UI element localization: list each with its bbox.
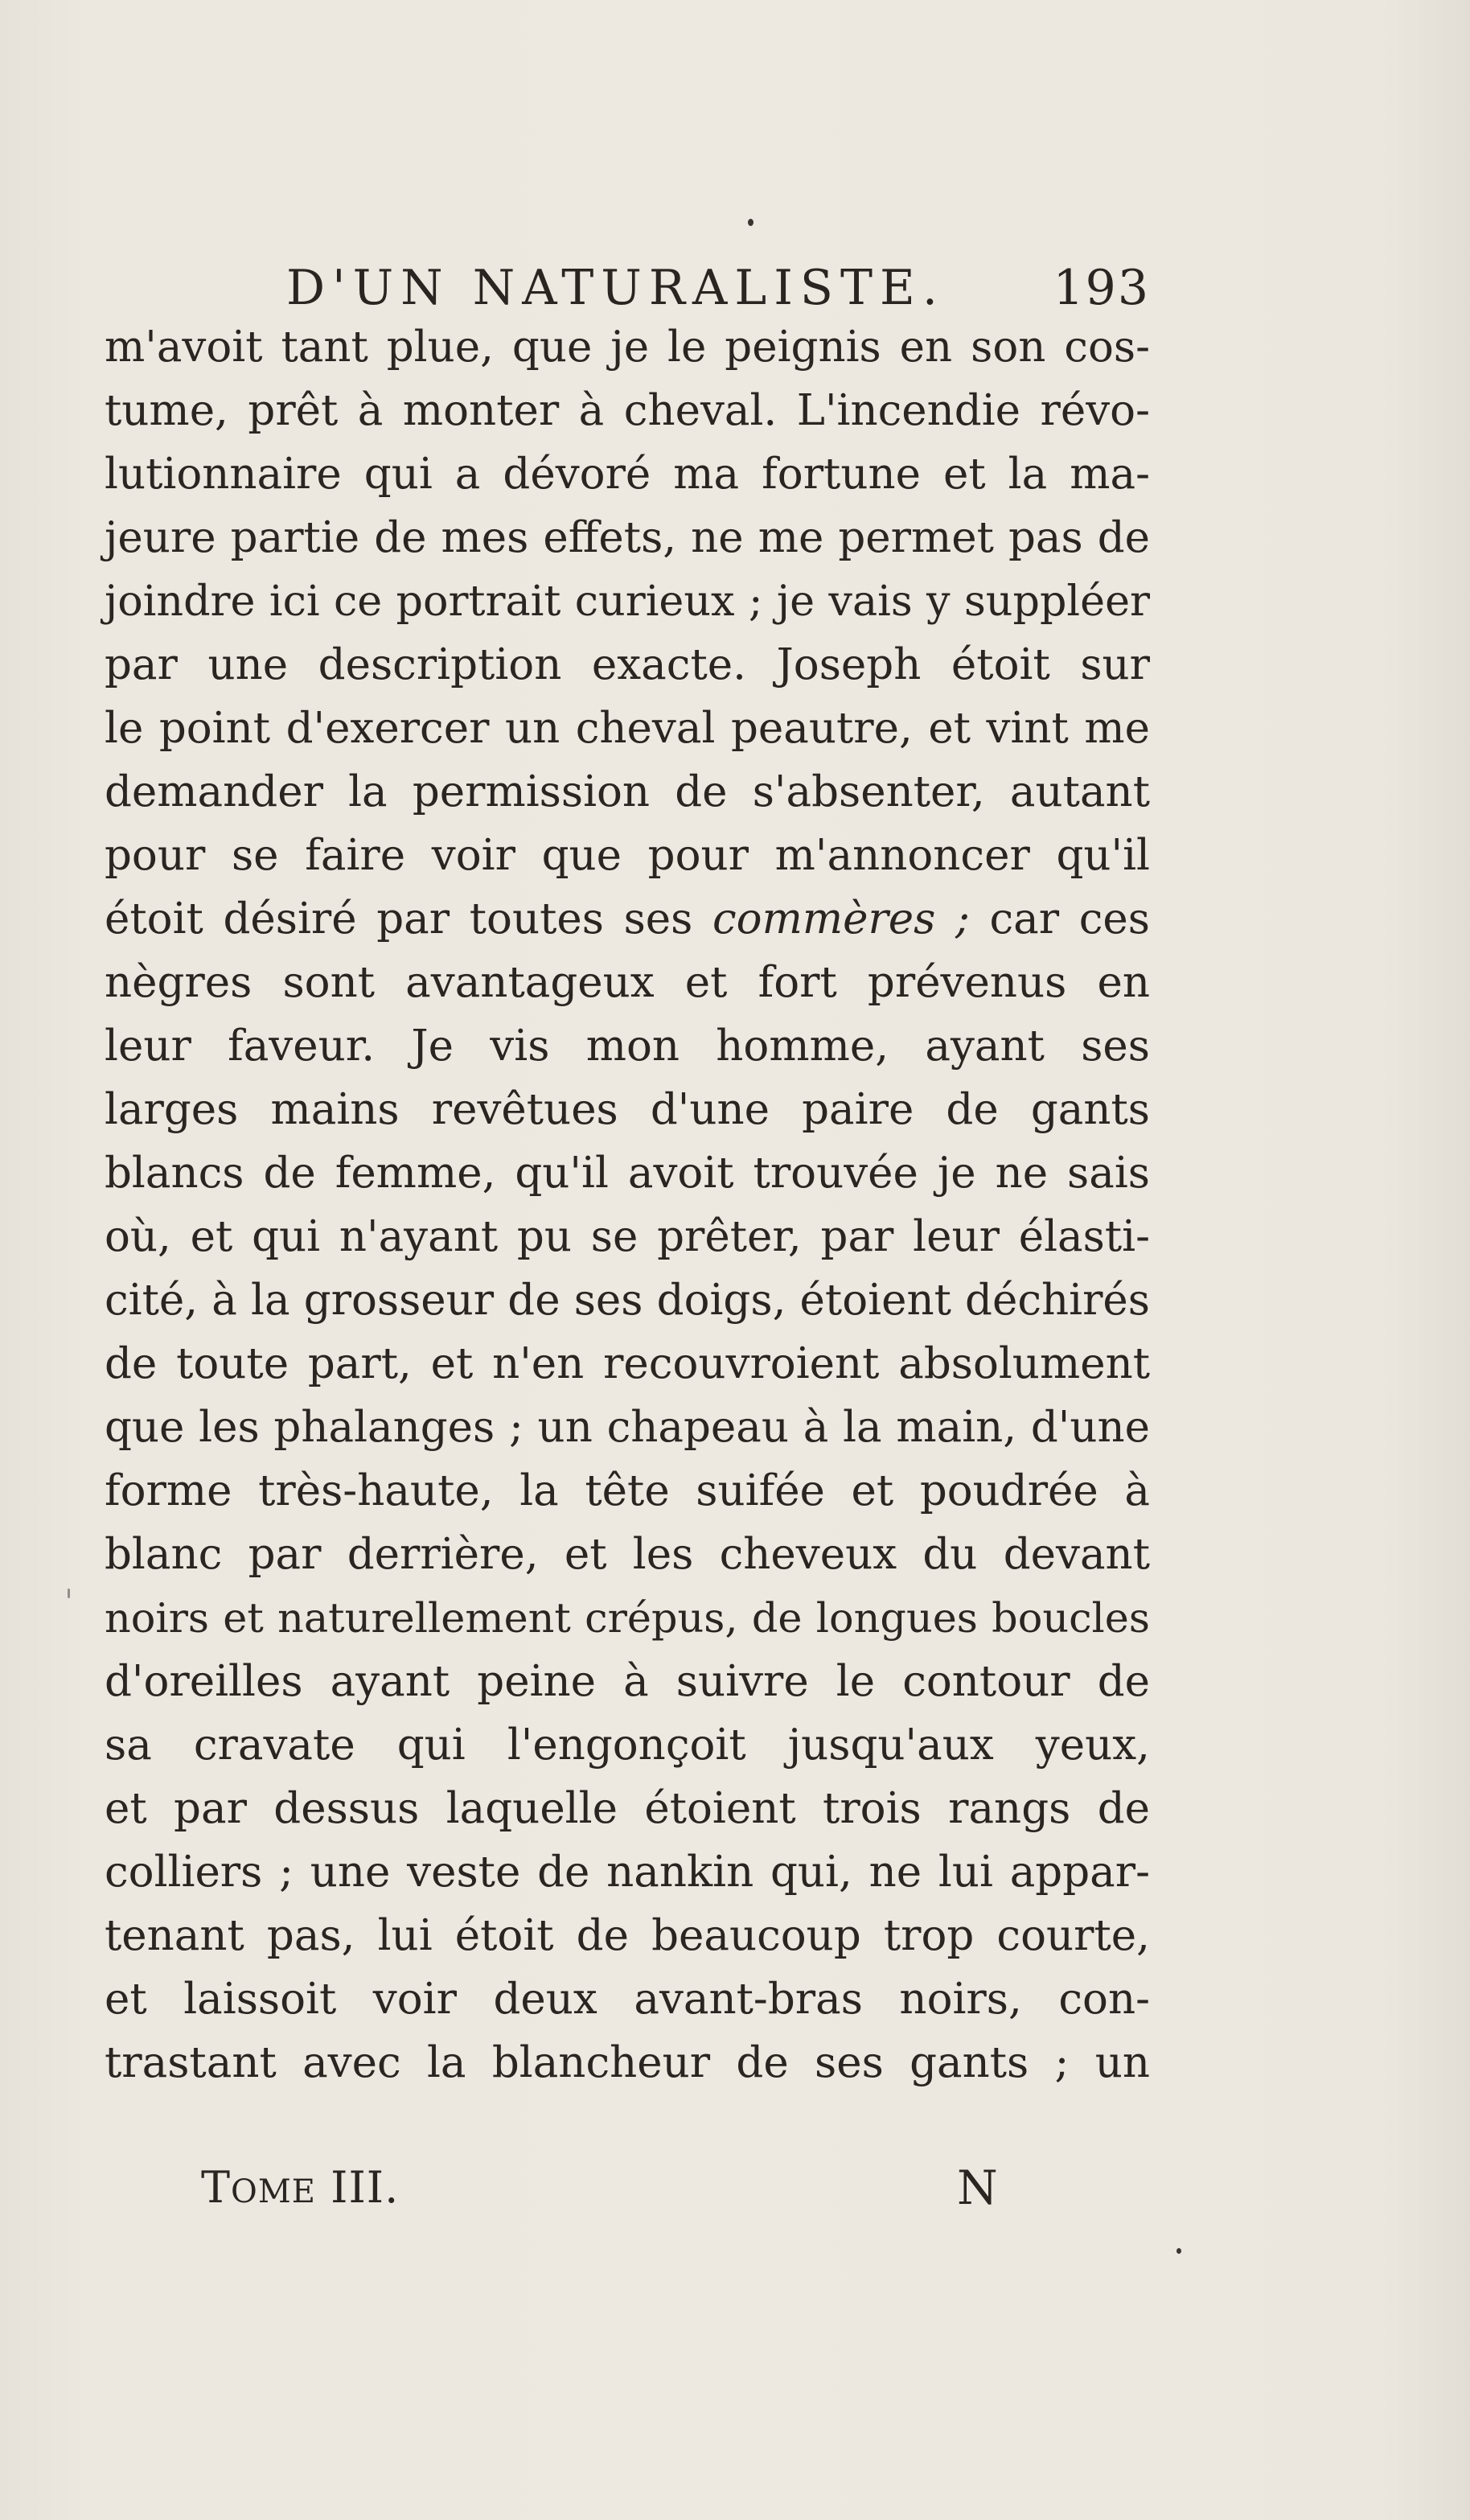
volume-number: III. [315,2162,400,2213]
text-line [105,1586,1150,1650]
text-line-content [105,1911,1150,1960]
text-line [105,1967,1150,2031]
text-run: blancs de femme, qu'il avoit trouvée je ne sais [105,1149,1150,1198]
text-run: étoit désiré par toutes ses [105,894,712,943]
text-run: de toute part, et n'en recouvroient absolument [105,1339,1150,1388]
text-line-content [105,1212,1150,1261]
text-line [105,1014,1150,1078]
ink-speck [68,1589,70,1598]
text-run: m'avoit tant plue, que je le peignis en son cos- [105,323,1150,372]
text-line [105,697,1150,760]
ink-speck [1176,2248,1181,2254]
text-line-content [105,1530,1150,1579]
text-line-content [105,1657,1150,1706]
text-run: demander la permission de s'absenter, autant [105,767,1150,816]
text-run: lutionnaire qui a dévoré ma fortune et la ma- [105,450,1150,499]
text-line-content [105,1975,1150,2024]
text-line [105,2031,1150,2095]
signature-mark: N [957,2160,998,2215]
text-run: joindre ici ce portrait curieux ; je vais y suppléer [105,577,1150,626]
page-header [105,256,1150,320]
text-run: sa cravate qui l'engonçoit jusqu'aux yeux, [105,1720,1150,1770]
text-line [105,760,1150,824]
text-line [105,1650,1150,1713]
text-line [105,569,1150,633]
text-line [105,1078,1150,1141]
running-title: D'UN NATURALISTE. [286,260,945,316]
text-line [105,824,1150,887]
text-run: forme très-haute, la tête suifée et poudrée à [105,1466,1150,1515]
text-run: pour se faire voir que pour m'annoncer qu'il [105,831,1150,880]
text-run: cité, à la grosseur de ses doigs, étoient déchirés [105,1276,1150,1325]
volume-initial: T [201,2162,232,2213]
text-run: par une description exacte. Joseph étoit sur [105,640,1150,689]
italic-text-run: commères ; [712,894,970,943]
text-line-content [105,894,1150,943]
text-run: leur faveur. Je vis mon homme, ayant ses [105,1022,1150,1071]
body-text [105,315,1150,2095]
text-line-content [105,1466,1150,1515]
text-line [105,887,1150,951]
text-line-content [105,386,1150,435]
text-line-content [105,767,1150,816]
text-line [105,1141,1150,1205]
volume-word-rest: OME [231,2173,316,2210]
text-line-content [105,577,1150,626]
text-run: car ces [969,894,1150,943]
text-line-content [105,2038,1150,2087]
text-run: blanc par derrière, et les cheveux du devant [105,1530,1150,1579]
text-run: où, et qui n'ayant pu se prêter, par leur élasti- [105,1212,1150,1261]
text-line [105,1459,1150,1523]
text-line-content [105,1022,1150,1071]
text-run: trastant avec la blancheur de ses gants ; un [105,2038,1150,2087]
text-run: jeure partie de mes effets, ne me permet pas de [105,513,1150,562]
text-line-content [105,640,1150,689]
text-line-content [105,450,1150,499]
text-run: larges mains revêtues d'une paire de gants [105,1085,1150,1134]
page-footer [105,2156,1150,2220]
text-line-content [105,1276,1150,1325]
text-line [105,1268,1150,1332]
text-run: que les phalanges ; un chapeau à la main, d'une [105,1403,1150,1452]
text-line-content [105,513,1150,562]
volume-label [201,2156,399,2224]
text-line-content [105,831,1150,880]
text-line-content [105,704,1150,753]
text-line [105,1777,1150,1840]
text-line-content [105,1784,1150,1833]
text-run: noirs et naturellement crépus, de longues boucles [105,1594,1150,1642]
text-line-content [105,1848,1150,1897]
text-run: et laissoit voir deux avant-bras noirs, con- [105,1975,1150,2024]
text-run: le point d'exercer un cheval peautre, et vint me [105,704,1150,753]
text-run: tume, prêt à monter à cheval. L'incendie révo- [105,386,1150,435]
text-line [105,1205,1150,1268]
text-run: nègres sont avantageux et fort prévenus en [105,958,1150,1007]
text-line-content [105,1403,1150,1452]
text-run: colliers ; une veste de nankin qui, ne lui appar- [105,1848,1150,1897]
text-line [105,1840,1150,1904]
text-line [105,506,1150,569]
text-line [105,1523,1150,1586]
text-line [105,951,1150,1014]
text-line [105,442,1150,506]
text-line-content [105,1339,1150,1388]
text-run: tenant pas, lui étoit de beaucoup trop courte, [105,1911,1150,1960]
text-line-content [105,323,1150,372]
text-line-content [105,1720,1150,1770]
text-line [105,379,1150,442]
text-run: d'oreilles ayant peine à suivre le contour de [105,1657,1150,1706]
text-line [105,315,1150,379]
text-line [105,1713,1150,1777]
text-line-content [105,1149,1150,1198]
text-line [105,1332,1150,1396]
text-line [105,1904,1150,1967]
text-line-content [105,1594,1150,1642]
text-line-content [105,958,1150,1007]
page-number: 193 [1053,260,1150,316]
text-run: et par dessus laquelle étoient trois rangs de [105,1784,1150,1833]
text-line [105,633,1150,697]
ink-speck [748,219,753,226]
text-line [105,1396,1150,1459]
text-line-content [105,1085,1150,1134]
